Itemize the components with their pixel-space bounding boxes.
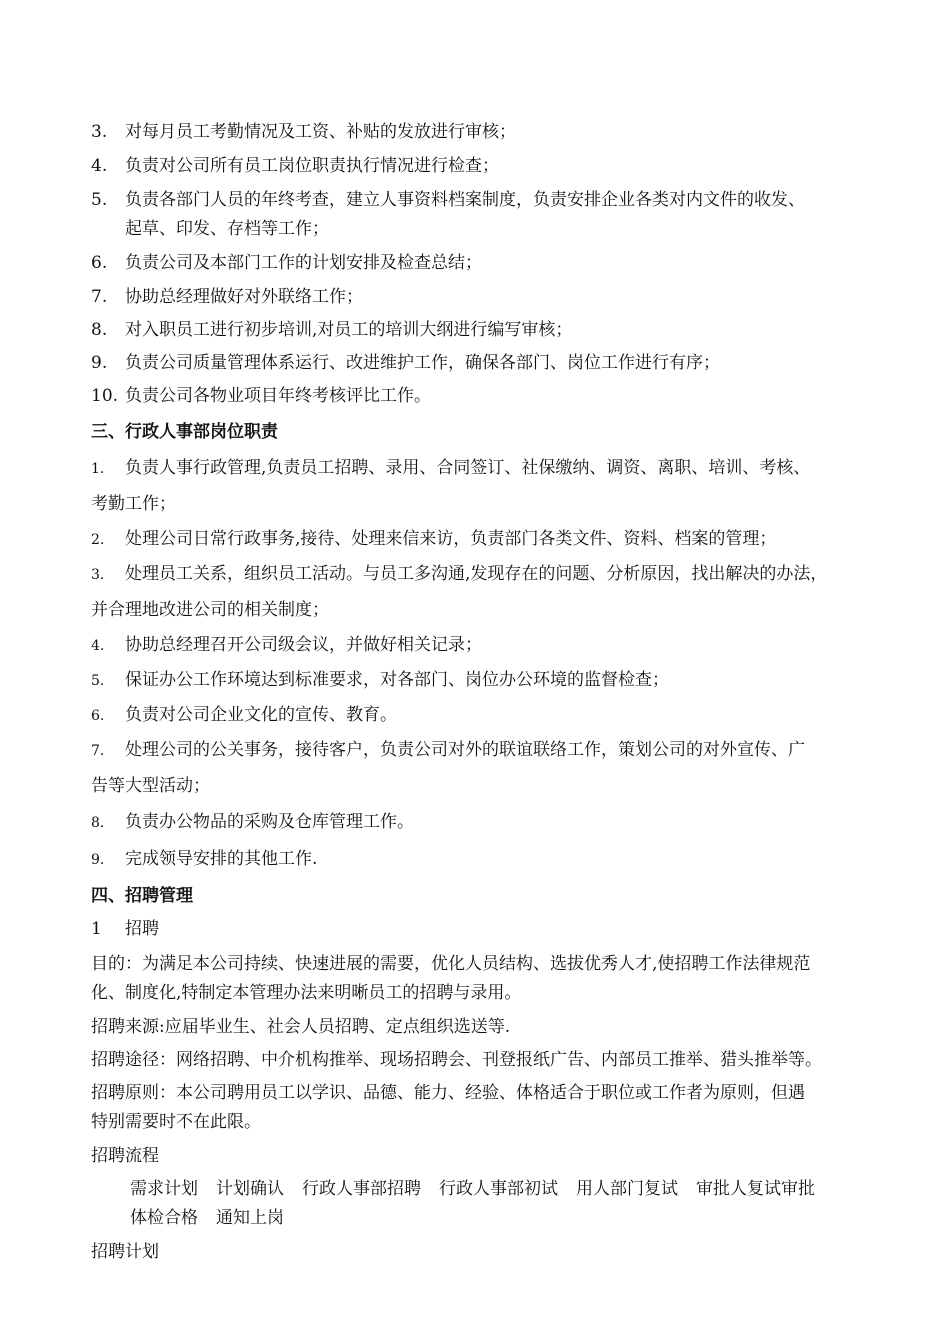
- item-text: 负责对公司所有员工岗位职责执行情况进行检查；: [125, 156, 499, 176]
- principle-text: 招聘原则：本公司聘用员工以学识、品德、能力、经验、体格适合于职位或工作者为原则，但遇: [91, 1083, 805, 1103]
- item-number: 3.: [91, 567, 105, 583]
- item-text: 处理公司的公关事务，接待客户，负责公司对外的联谊联络工作，策划公司的对外宣传、广: [125, 740, 805, 760]
- subsection-title: [91, 917, 159, 941]
- item-number: 8.: [91, 815, 105, 831]
- principle-text-continuation: 特别需要时不在此限。: [91, 1112, 261, 1132]
- process-step: 用人部门复试: [576, 1179, 678, 1199]
- list-item: [91, 738, 805, 763]
- item-text: 负责公司及本部门工作的计划安排及检查总结；: [125, 253, 482, 273]
- item-number: 3.: [91, 122, 108, 142]
- item-text: 处理员工关系，组织员工活动。与员工多沟通,发现存在的问题、分析原因，找出解决的办法，: [125, 564, 828, 584]
- list-item: [91, 703, 397, 728]
- item-text: 负责办公物品的采购及仓库管理工作。: [125, 812, 414, 832]
- item-number: 4.: [91, 156, 108, 176]
- list-item: [91, 384, 431, 408]
- list-item: [91, 251, 482, 275]
- plan-title: 招聘计划: [91, 1242, 159, 1262]
- subsection-label: 招聘: [125, 919, 159, 939]
- item-text: 负责对公司企业文化的宣传、教育。: [125, 705, 397, 725]
- list-item: [91, 847, 317, 872]
- item-number: 8.: [91, 320, 108, 340]
- item-number: 7.: [91, 743, 105, 759]
- item-number: 5.: [91, 673, 105, 689]
- list-item: [91, 562, 827, 587]
- item-text: 完成领导安排的其他工作.: [125, 849, 318, 869]
- list-item-continuation: 考勤工作；: [91, 494, 176, 514]
- list-item: [91, 527, 776, 552]
- item-text: 负责人事行政管理,负责员工招聘、录用、合同签订、社保缴纳、调资、离职、培训、考核、: [125, 458, 811, 478]
- purpose-text: 目的：为满足本公司持续、快速进展的需要，优化人员结构、选拔优秀人才,使招聘工作法律规范: [91, 954, 811, 974]
- list-item-continuation: 起草、印发、存档等工作；: [125, 219, 329, 239]
- process-steps-row: [130, 1177, 833, 1201]
- list-item: [91, 120, 516, 144]
- item-number: 5.: [91, 190, 108, 210]
- process-step: 体检合格: [130, 1208, 198, 1228]
- item-number: 2.: [91, 532, 105, 548]
- list-item: [91, 318, 572, 342]
- item-text: 处理公司日常行政事务,接待、处理来信来访，负责部门各类文件、资料、档案的管理；: [125, 529, 777, 549]
- list-item: [91, 351, 720, 375]
- subsection-number: 1: [91, 919, 102, 939]
- process-step: 计划确认: [216, 1179, 284, 1199]
- item-text: 负责公司质量管理体系运行、改进维护工作，确保各部门、岗位工作进行有序；: [125, 353, 720, 373]
- item-text: 协助总经理做好对外联络工作；: [125, 287, 363, 307]
- list-item: [91, 668, 669, 693]
- item-number: 7.: [91, 287, 108, 307]
- list-item-continuation: 告等大型活动；: [91, 776, 210, 796]
- list-item: [91, 810, 414, 835]
- item-number: 4.: [91, 638, 105, 654]
- process-steps-row: [130, 1206, 302, 1230]
- list-item-continuation: 并合理地改进公司的相关制度；: [91, 600, 329, 620]
- item-text: 负责公司各物业项目年终考核评比工作。: [125, 386, 431, 406]
- item-number: 6.: [91, 708, 105, 724]
- item-number: 9.: [91, 353, 108, 373]
- purpose-text-continuation: 化、制度化,特制定本管理办法来明晰员工的招聘与录用。: [91, 983, 522, 1003]
- process-title: 招聘流程: [91, 1146, 159, 1166]
- list-item: [91, 188, 805, 212]
- item-text: 保证办公工作环境达到标准要求，对各部门、岗位办公环境的监督检查；: [125, 670, 669, 690]
- process-step: 需求计划: [130, 1179, 198, 1199]
- process-step: 行政人事部招聘: [302, 1179, 421, 1199]
- process-step: 通知上岗: [216, 1208, 284, 1228]
- section-heading: 四、招聘管理: [91, 886, 193, 906]
- item-number: 10.: [91, 386, 119, 406]
- list-item: [91, 154, 499, 178]
- item-text: 负责各部门人员的年终考查，建立人事资料档案制度，负责安排企业各类对内文件的收发、: [125, 190, 805, 210]
- item-number: 6.: [91, 253, 108, 273]
- list-item: [91, 633, 482, 658]
- process-step: 行政人事部初试: [439, 1179, 558, 1199]
- source-text: 招聘来源:应届毕业生、社会人员招聘、定点组织选送等.: [91, 1017, 511, 1037]
- item-text: 对入职员工进行初步培训,对员工的培训大纲进行编写审核；: [125, 320, 573, 340]
- list-item: [91, 456, 810, 481]
- section-heading: 三、行政人事部岗位职责: [91, 422, 278, 442]
- list-item: [91, 285, 363, 309]
- channels-text: 招聘途径：网络招聘、中介机构推举、现场招聘会、刊登报纸广告、内部员工推举、猎头推举等。: [91, 1050, 822, 1070]
- item-number: 9.: [91, 852, 105, 868]
- item-number: 1.: [91, 461, 105, 477]
- item-text: 对每月员工考勤情况及工资、补贴的发放进行审核；: [125, 122, 516, 142]
- process-step: 审批人复试审批: [696, 1179, 815, 1199]
- item-text: 协助总经理召开公司级会议，并做好相关记录；: [125, 635, 482, 655]
